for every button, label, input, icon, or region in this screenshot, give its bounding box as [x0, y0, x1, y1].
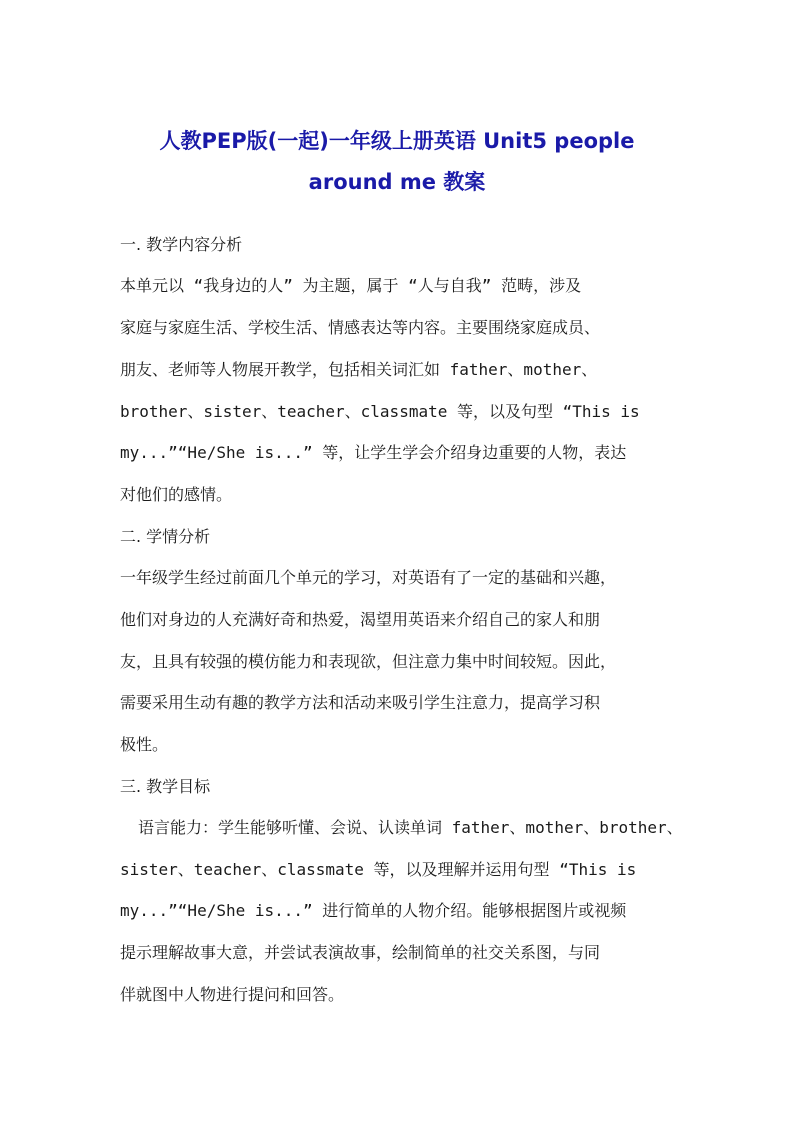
paragraph-line: my...”“He/She is...” 等，让学生学会介绍身边重要的人物，表达	[120, 443, 627, 462]
paragraph-line: 对他们的感情。	[120, 485, 233, 504]
paragraph-line: brother、sister、teacher、classmate 等，以及句型 “This is	[120, 402, 640, 421]
section-heading-teaching-objectives: 三. 教学目标	[120, 777, 211, 796]
paragraph-line: 本单元以 “我身边的人” 为主题，属于 “人与自我” 范畴，涉及	[120, 276, 582, 295]
paragraph-line: 朋友、老师等人物展开教学，包括相关词汇如 father、mother、	[120, 360, 598, 379]
paragraph-line: my...”“He/She is...” 进行简单的人物介绍。能够根据图片或视频	[120, 901, 627, 920]
document-title-line2: around me 教案	[308, 170, 486, 194]
paragraph-line: 一年级学生经过前面几个单元的学习，对英语有了一定的基础和兴趣，	[120, 568, 617, 587]
section-heading-student-analysis: 二. 学情分析	[120, 527, 211, 546]
paragraph-line: sister、teacher、classmate 等，以及理解并运用句型 “This is	[120, 860, 637, 879]
paragraph-line: 伴就图中人物进行提问和回答。	[120, 985, 345, 1004]
paragraph-line: 家庭与家庭生活、学校生活、情感表达等内容。主要围绕家庭成员、	[120, 318, 601, 337]
paragraph-line: 极性。	[120, 735, 169, 754]
paragraph-line: 提示理解故事大意，并尝试表演故事，绘制简单的社交关系图，与同	[120, 943, 601, 962]
paragraph-line: 语言能力：学生能够听懂、会说、认读单词 father、mother、brother、	[138, 818, 683, 837]
paragraph-line: 友，且具有较强的模仿能力和表现欲，但注意力集中时间较短。因此，	[120, 652, 617, 671]
paragraph-line: 需要采用生动有趣的教学方法和活动来吸引学生注意力，提高学习积	[120, 693, 601, 712]
section-heading-content-analysis: 一. 教学内容分析	[120, 235, 243, 254]
document-title-line1: 人教PEP版(一起)一年级上册英语 Unit5 people	[159, 129, 635, 153]
paragraph-line: 他们对身边的人充满好奇和热爱，渴望用英语来介绍自己的家人和朋	[120, 610, 601, 629]
